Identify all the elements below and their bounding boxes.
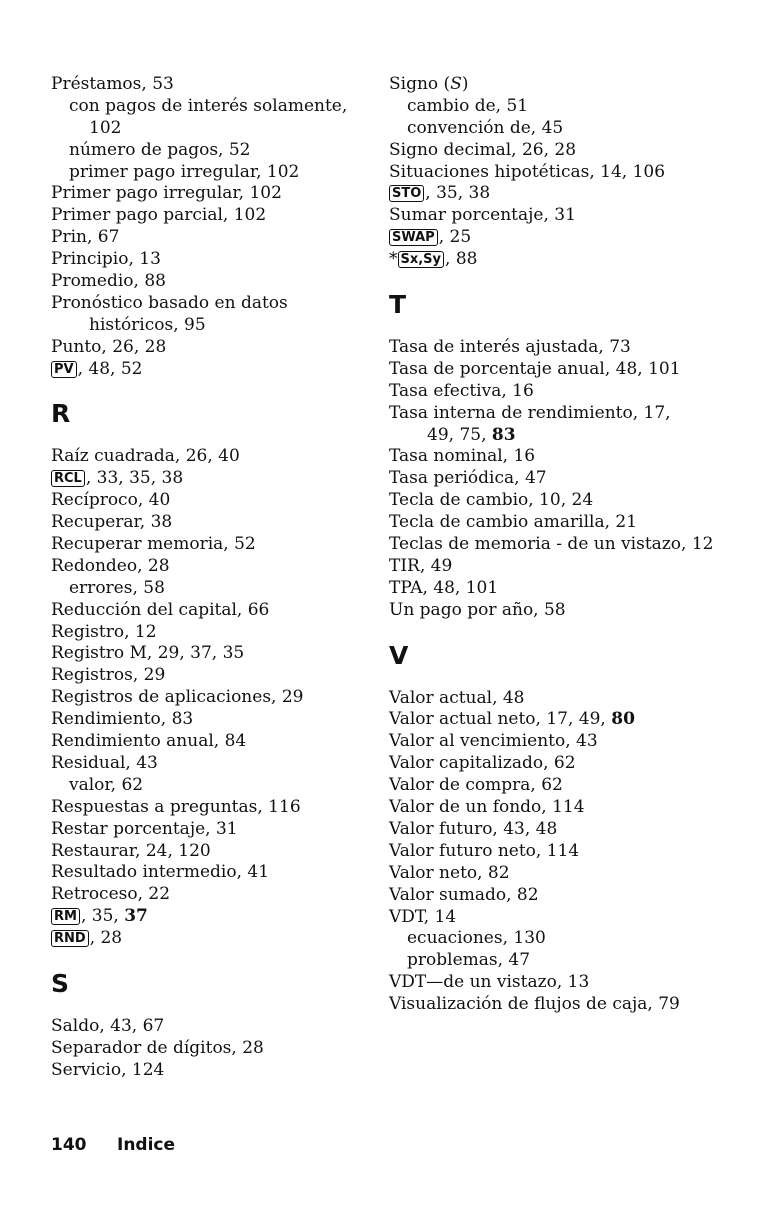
index-entry: problemas, 47 <box>407 950 531 971</box>
index-entry: Saldo, 43, 67 <box>51 1015 165 1036</box>
index-entry: cambio de, 51 <box>407 95 529 116</box>
index-entry-valor-actual-neto <box>389 709 759 731</box>
index-entry: Prin, 67 <box>51 227 120 248</box>
index-entry: Valor al vencimiento, 43 <box>389 731 598 752</box>
index-entry: Registros de aplicaciones, 29 <box>51 687 304 708</box>
entry-bold-page: 80 <box>611 709 635 730</box>
index-entry: 102 <box>89 117 122 138</box>
index-entry: ecuaciones, 130 <box>407 928 546 949</box>
pv-key-icon: PV <box>51 361 77 378</box>
index-entry: valor, 62 <box>69 774 144 795</box>
swap-key-icon: SWAP <box>389 229 438 246</box>
entry-bold-page: 37 <box>124 906 148 927</box>
v-entries-1 <box>389 688 759 710</box>
index-entry: Valor capitalizado, 62 <box>389 753 576 774</box>
index-entry: Recuperar, 38 <box>51 512 173 533</box>
index-entry: Separador de dígitos, 28 <box>51 1037 264 1058</box>
index-entry: Tasa interna de rendimiento, 17, <box>389 402 671 423</box>
index-entry: Valor neto, 82 <box>389 862 510 883</box>
sign-symbol: S <box>450 74 462 94</box>
index-entry-pv-key <box>51 359 371 381</box>
index-entry-rm-key <box>51 906 371 928</box>
index-entry: Valor futuro, 43, 48 <box>389 818 558 839</box>
index-entry: Tecla de cambio amarilla, 21 <box>389 512 638 533</box>
index-entry: número de pagos, 52 <box>69 139 251 160</box>
index-entry: históricos, 95 <box>89 314 206 335</box>
entry-pages: , 33, 35, 38 <box>85 468 184 489</box>
page-number: 140 <box>51 1135 87 1155</box>
index-entry: Rendimiento anual, 84 <box>51 731 247 752</box>
index-entry: Visualización de flujos de caja, 79 <box>389 994 680 1015</box>
index-entry: Tecla de cambio, 10, 24 <box>389 490 594 511</box>
index-entry: TPA, 48, 101 <box>389 577 499 598</box>
index-entry: Tasa nominal, 16 <box>389 446 536 467</box>
index-entry: primer pago irregular, 102 <box>69 161 300 182</box>
index-entry: errores, 58 <box>69 577 165 598</box>
index-entry: Tasa periódica, 47 <box>389 468 547 489</box>
index-entry: Recuperar memoria, 52 <box>51 534 256 555</box>
entry-pages: , 88 <box>445 249 478 270</box>
entry-pages: , 25 <box>438 227 472 248</box>
index-entry: Valor sumado, 82 <box>389 884 539 905</box>
index-entry: Raíz cuadrada, 26, 40 <box>51 446 240 467</box>
index-entry: Tasa de porcentaje anual, 48, 101 <box>389 358 681 379</box>
index-entry-rcl-key <box>51 468 371 490</box>
index-entry: Valor de compra, 62 <box>389 775 563 796</box>
entry-text: ) <box>461 74 469 94</box>
index-entry: Registro, 12 <box>51 621 157 642</box>
section-letter-r: R <box>51 399 71 429</box>
index-entry: Restaurar, 24, 120 <box>51 840 211 861</box>
entry-pages: , 48, 52 <box>77 358 143 379</box>
index-entry: Un pago por año, 58 <box>389 599 566 620</box>
p-entries <box>51 74 371 359</box>
index-entry: Respuestas a preguntas, 116 <box>51 796 301 817</box>
index-entry: Promedio, 88 <box>51 271 166 292</box>
section-letter-v: V <box>389 640 409 670</box>
entry-pages: , 35, <box>80 906 125 927</box>
index-entry-signo <box>389 74 759 96</box>
index-entry: Primer pago irregular, 102 <box>51 183 282 204</box>
t-entries-2 <box>389 446 759 621</box>
rcl-key-icon: RCL <box>51 470 85 487</box>
left-column <box>51 74 371 1082</box>
index-entry: Tasa de interés ajustada, 73 <box>389 337 631 358</box>
s-entries-right-1 <box>389 96 759 184</box>
index-entry: Restar porcentaje, 31 <box>51 818 238 839</box>
entry-text: Valor actual neto, 17, 49, <box>389 709 612 730</box>
entry-pages: , 35, 38 <box>425 183 491 204</box>
index-entry: Reducción del capital, 66 <box>51 599 270 620</box>
s-entries <box>51 1016 371 1082</box>
entry-text: Signo ( <box>389 74 451 94</box>
index-entry: Servicio, 124 <box>51 1059 165 1080</box>
index-entry: Tasa efectiva, 16 <box>389 380 534 401</box>
page-footer <box>51 1135 175 1155</box>
index-entry: Situaciones hipotéticas, 14, 106 <box>389 161 666 182</box>
index-entry: Resultado intermedio, 41 <box>51 862 270 883</box>
section-letter-s: S <box>51 968 70 998</box>
section-letter-t: T <box>389 290 407 320</box>
rnd-key-icon: RND <box>51 930 89 947</box>
index-entry: Teclas de memoria - de un vistazo, 12 <box>389 534 714 555</box>
r-entries-1 <box>51 446 371 468</box>
index-entry: Registros, 29 <box>51 665 166 686</box>
entry-bold-page: 83 <box>491 424 516 445</box>
index-entry-sxsy-key <box>389 249 759 271</box>
entry-pages: , 28 <box>89 928 123 949</box>
index-entry: Recíproco, 40 <box>51 490 171 511</box>
index-entry: VDT—de un vistazo, 13 <box>389 972 590 993</box>
index-entry: Primer pago parcial, 102 <box>51 205 267 226</box>
section-title: Indice <box>117 1135 176 1155</box>
r-entries-2 <box>51 490 371 906</box>
t-entries-1 <box>389 337 759 425</box>
index-entry: convención de, 45 <box>407 117 564 138</box>
index-entry: Retroceso, 22 <box>51 884 171 905</box>
index-entry: con pagos de interés solamente, <box>69 95 348 116</box>
rm-key-icon: RM <box>51 908 80 925</box>
v-entries-2 <box>389 731 759 1016</box>
index-entry: Redondeo, 28 <box>51 555 170 576</box>
index-entry: Registro M, 29, 37, 35 <box>51 643 245 664</box>
index-entry: Valor futuro neto, 114 <box>389 840 580 861</box>
index-entry: Préstamos, 53 <box>51 74 174 94</box>
index-entry: TIR, 49 <box>389 555 453 576</box>
index-entry: Rendimiento, 83 <box>51 709 194 730</box>
index-entry: Valor actual, 48 <box>389 687 525 708</box>
asterisk-marker: * <box>389 249 398 270</box>
index-entry-rnd-key <box>51 928 371 950</box>
index-entry-swap-key <box>389 227 759 249</box>
entry-pages: 49, 75, <box>427 424 492 445</box>
index-entry: Valor de un fondo, 114 <box>389 797 585 818</box>
sto-key-icon: STO <box>389 185 424 202</box>
index-entry: Sumar porcentaje, 31 <box>389 205 576 226</box>
s-entries-right-2 <box>389 205 759 227</box>
sxsy-key-icon: Sx,Sy <box>398 251 445 268</box>
index-entry: Principio, 13 <box>51 249 161 270</box>
right-column <box>389 74 759 1016</box>
index-entry: Punto, 26, 28 <box>51 336 167 357</box>
index-entry: Pronóstico basado en datos <box>51 292 288 313</box>
index-entry: VDT, 14 <box>389 906 457 927</box>
index-entry-tir-continuation <box>389 425 759 447</box>
index-entry: Residual, 43 <box>51 752 158 773</box>
index-entry-sto-key <box>389 183 759 205</box>
index-entry: Signo decimal, 26, 28 <box>389 139 577 160</box>
